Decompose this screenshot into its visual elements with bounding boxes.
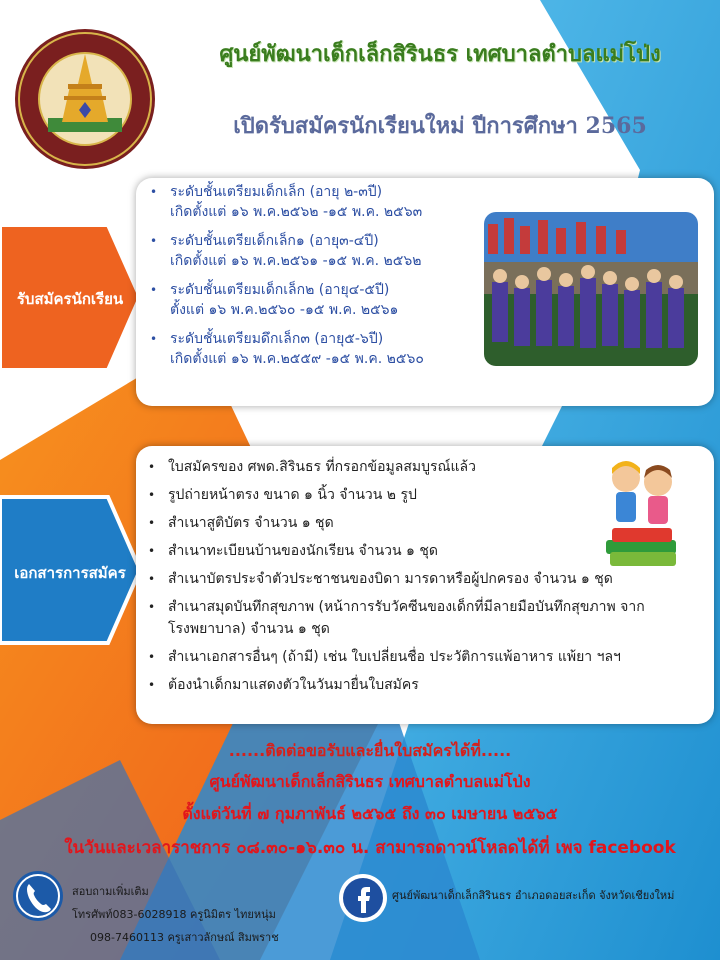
footer-contact: [72, 880, 279, 949]
list-item: [148, 456, 668, 478]
document-text: รูปถ่ายหน้าตรง ขนาด ๑ นิ้ว จำนวน ๒ รูป: [168, 487, 417, 503]
document-text: ใบสมัครของ ศพด.สิรินธร ที่กรอกข้อมูลสมบูรณ์แล้ว: [168, 459, 476, 475]
level-name: ระดับชั้นเตรียมเด็กเล็ก๒ (อายุ๔-๕ปี): [170, 282, 390, 298]
level-birth-range: เกิดตั้งแต่ ๑๖ พ.ค.๒๕๖๑ -๑๕ พ.ค. ๒๕๖๒: [170, 253, 422, 269]
level-name: ระดับชั้นเตรียมดึกเล็ก๓ (อายุ๕-๖ปี): [170, 331, 384, 347]
section1-label: รับสมัครนักเรียน: [16, 290, 124, 308]
level-name: ระดับชั้นเตรียเด็กเล็ก๑ (อายุ๓-๔ปี): [170, 233, 379, 249]
bullet-icon: •: [148, 488, 156, 502]
list-item: [148, 484, 668, 506]
level-birth-range: เกิดตั้งแต่ ๑๖ พ.ค.๒๕๖๒ -๑๕ พ.ค. ๒๕๖๓: [170, 204, 423, 220]
list-item: [150, 182, 490, 222]
list-item: [148, 674, 668, 696]
facebook-page-name[interactable]: ศูนย์พัฒนาเด็กเล็กสิรินธร อำเภอดอยสะเก็ด จังหวัดเชียงใหม่: [392, 889, 675, 902]
document-text: สำเนาสมุดบันทึกสุขภาพ (หน้าการรับวัคซีนของเด็กที่มีลายมือบันทึกสุขภาพ จาก โรงพยาบาล) จำนวน ๑ ชุด: [168, 599, 645, 637]
bullet-icon: •: [148, 572, 156, 586]
school-logo: [12, 26, 158, 172]
document-text: สำเนาเอกสารอื่นๆ (ถ้ามี) เช่น ใบเปลี่ยนชื่อ ประวัติการแพ้อาหาร แพ้ยา ฯลฯ: [168, 649, 621, 665]
facebook-icon[interactable]: [338, 873, 388, 923]
list-item: [150, 280, 490, 320]
list-item: [148, 596, 668, 640]
bullet-icon: •: [148, 516, 156, 530]
contact-heading: ......ติดต่อขอรับและยื่นใบสมัครได้ที่.....: [228, 741, 512, 760]
students-photo: [484, 212, 698, 366]
header-title: ศูนย์พัฒนาเด็กเล็กสิรินธร เทศบาลตำบลแม่โป่ง: [219, 42, 661, 67]
level-name: ระดับชั้นเตรียมเด็กเล็ก (อายุ ๒-๓ปี): [170, 184, 383, 200]
list-item: [150, 231, 490, 271]
document-text: สำเนาทะเบียนบ้านของนักเรียน จำนวน ๑ ชุด: [168, 543, 438, 559]
contact-location: ศูนย์พัฒนาเด็กเล็กสิรินธร เทศบาลตำบลแม่โป่ง: [209, 772, 531, 791]
bullet-icon: •: [148, 544, 156, 558]
header-subtitle: เปิดรับสมัครนักเรียนใหม่ ปีการศึกษา 2565: [233, 113, 647, 139]
kids-reading-illustration: [598, 452, 684, 574]
bullet-icon: •: [148, 678, 156, 692]
enrollment-levels-list: [150, 182, 490, 378]
bullet-icon: •: [148, 650, 156, 664]
list-item: [148, 540, 668, 562]
documents-list: [148, 456, 668, 702]
bullet-icon: •: [150, 185, 158, 199]
bullet-icon: •: [150, 283, 158, 297]
bullet-icon: •: [150, 234, 158, 248]
level-birth-range: เกิดตั้งแต่ ๑๖ พ.ค.๒๕๕๙ -๑๕ พ.ค. ๒๕๖๐: [170, 351, 424, 367]
list-item: [148, 646, 668, 668]
list-item: [148, 512, 668, 534]
level-birth-range: ตั้งแต่ ๑๖ พ.ค.๒๕๖๐ -๑๕ พ.ค. ๒๕๖๑: [170, 302, 399, 318]
phone-icon: [12, 870, 64, 922]
phone-line-2: 098-7460113 ครูเสาวลักษณ์ สิมพราช: [90, 931, 279, 944]
section2-label: เอกสารการสมัคร: [14, 564, 126, 582]
contact-dates: ตั้งแต่วันที่ ๗ กุมภาพันธ์ ๒๕๖๕ ถึง ๓๐ เมษายน ๒๕๖๕: [182, 804, 558, 823]
document-text: สำเนาบัตรประจำตัวประชาชนของบิดา มารดาหรือผู้ปกครอง จำนวน ๑ ชุด: [168, 571, 613, 587]
phone-line-1: โทรศัพท์083-6028918 ครูนิมิตร ไทยหนุ่ม: [72, 908, 276, 921]
list-item: [148, 568, 668, 590]
ask-label: สอบถามเพิ่มเติม: [72, 885, 149, 898]
document-text: ต้องนำเด็กมาแสดงตัวในวันมายื่นใบสมัคร: [168, 677, 419, 693]
bullet-icon: •: [148, 600, 156, 614]
contact-hours: ในวันและเวลาราชการ ๐๘.๓๐-๑๖.๓๐ น. สามารถดาวน์โหลดได้ที่ เพจ facebook: [64, 838, 676, 858]
bullet-icon: •: [148, 460, 156, 474]
document-text: สำเนาสูติบัตร จำนวน ๑ ชุด: [168, 515, 334, 531]
list-item: [150, 329, 490, 369]
bullet-icon: •: [150, 332, 158, 346]
